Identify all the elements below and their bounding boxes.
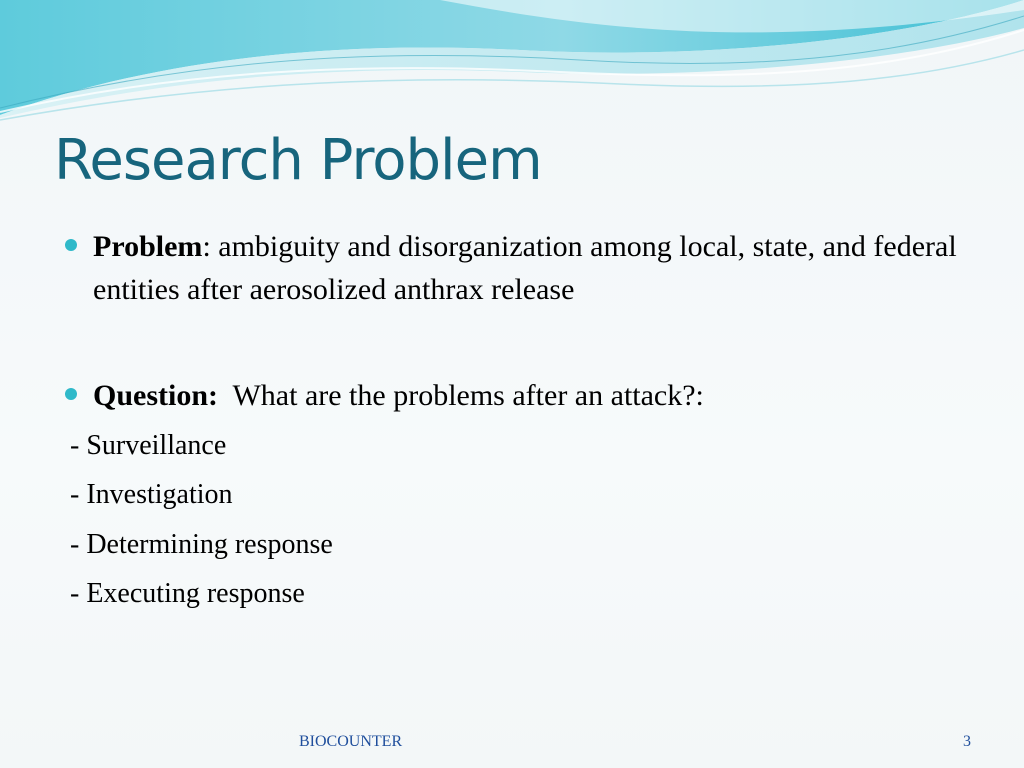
- bullet-label: Question:: [93, 379, 219, 412]
- slide-title: Research Problem: [54, 128, 542, 193]
- list-item: - Investigation: [70, 479, 233, 510]
- bullet-icon: [65, 388, 77, 400]
- list-item: - Executing response: [70, 578, 305, 609]
- bullet-text: What are the problems after an attack?:: [218, 379, 704, 412]
- bullet-label: Problem: [93, 230, 203, 263]
- bullet-text: ambiguity and disorganization among local, state, and federal entities after aerosolized anthrax release: [93, 230, 957, 306]
- list-item: - Surveillance: [70, 430, 227, 461]
- page-number: 3: [963, 733, 971, 750]
- bullet-icon: [65, 239, 77, 251]
- bullet-question: [93, 374, 973, 417]
- footer-text: BIOCOUNTER: [299, 733, 403, 750]
- bullet-problem: [93, 225, 973, 311]
- list-item: - Determining response: [70, 529, 333, 560]
- bullet-separator: :: [202, 230, 211, 263]
